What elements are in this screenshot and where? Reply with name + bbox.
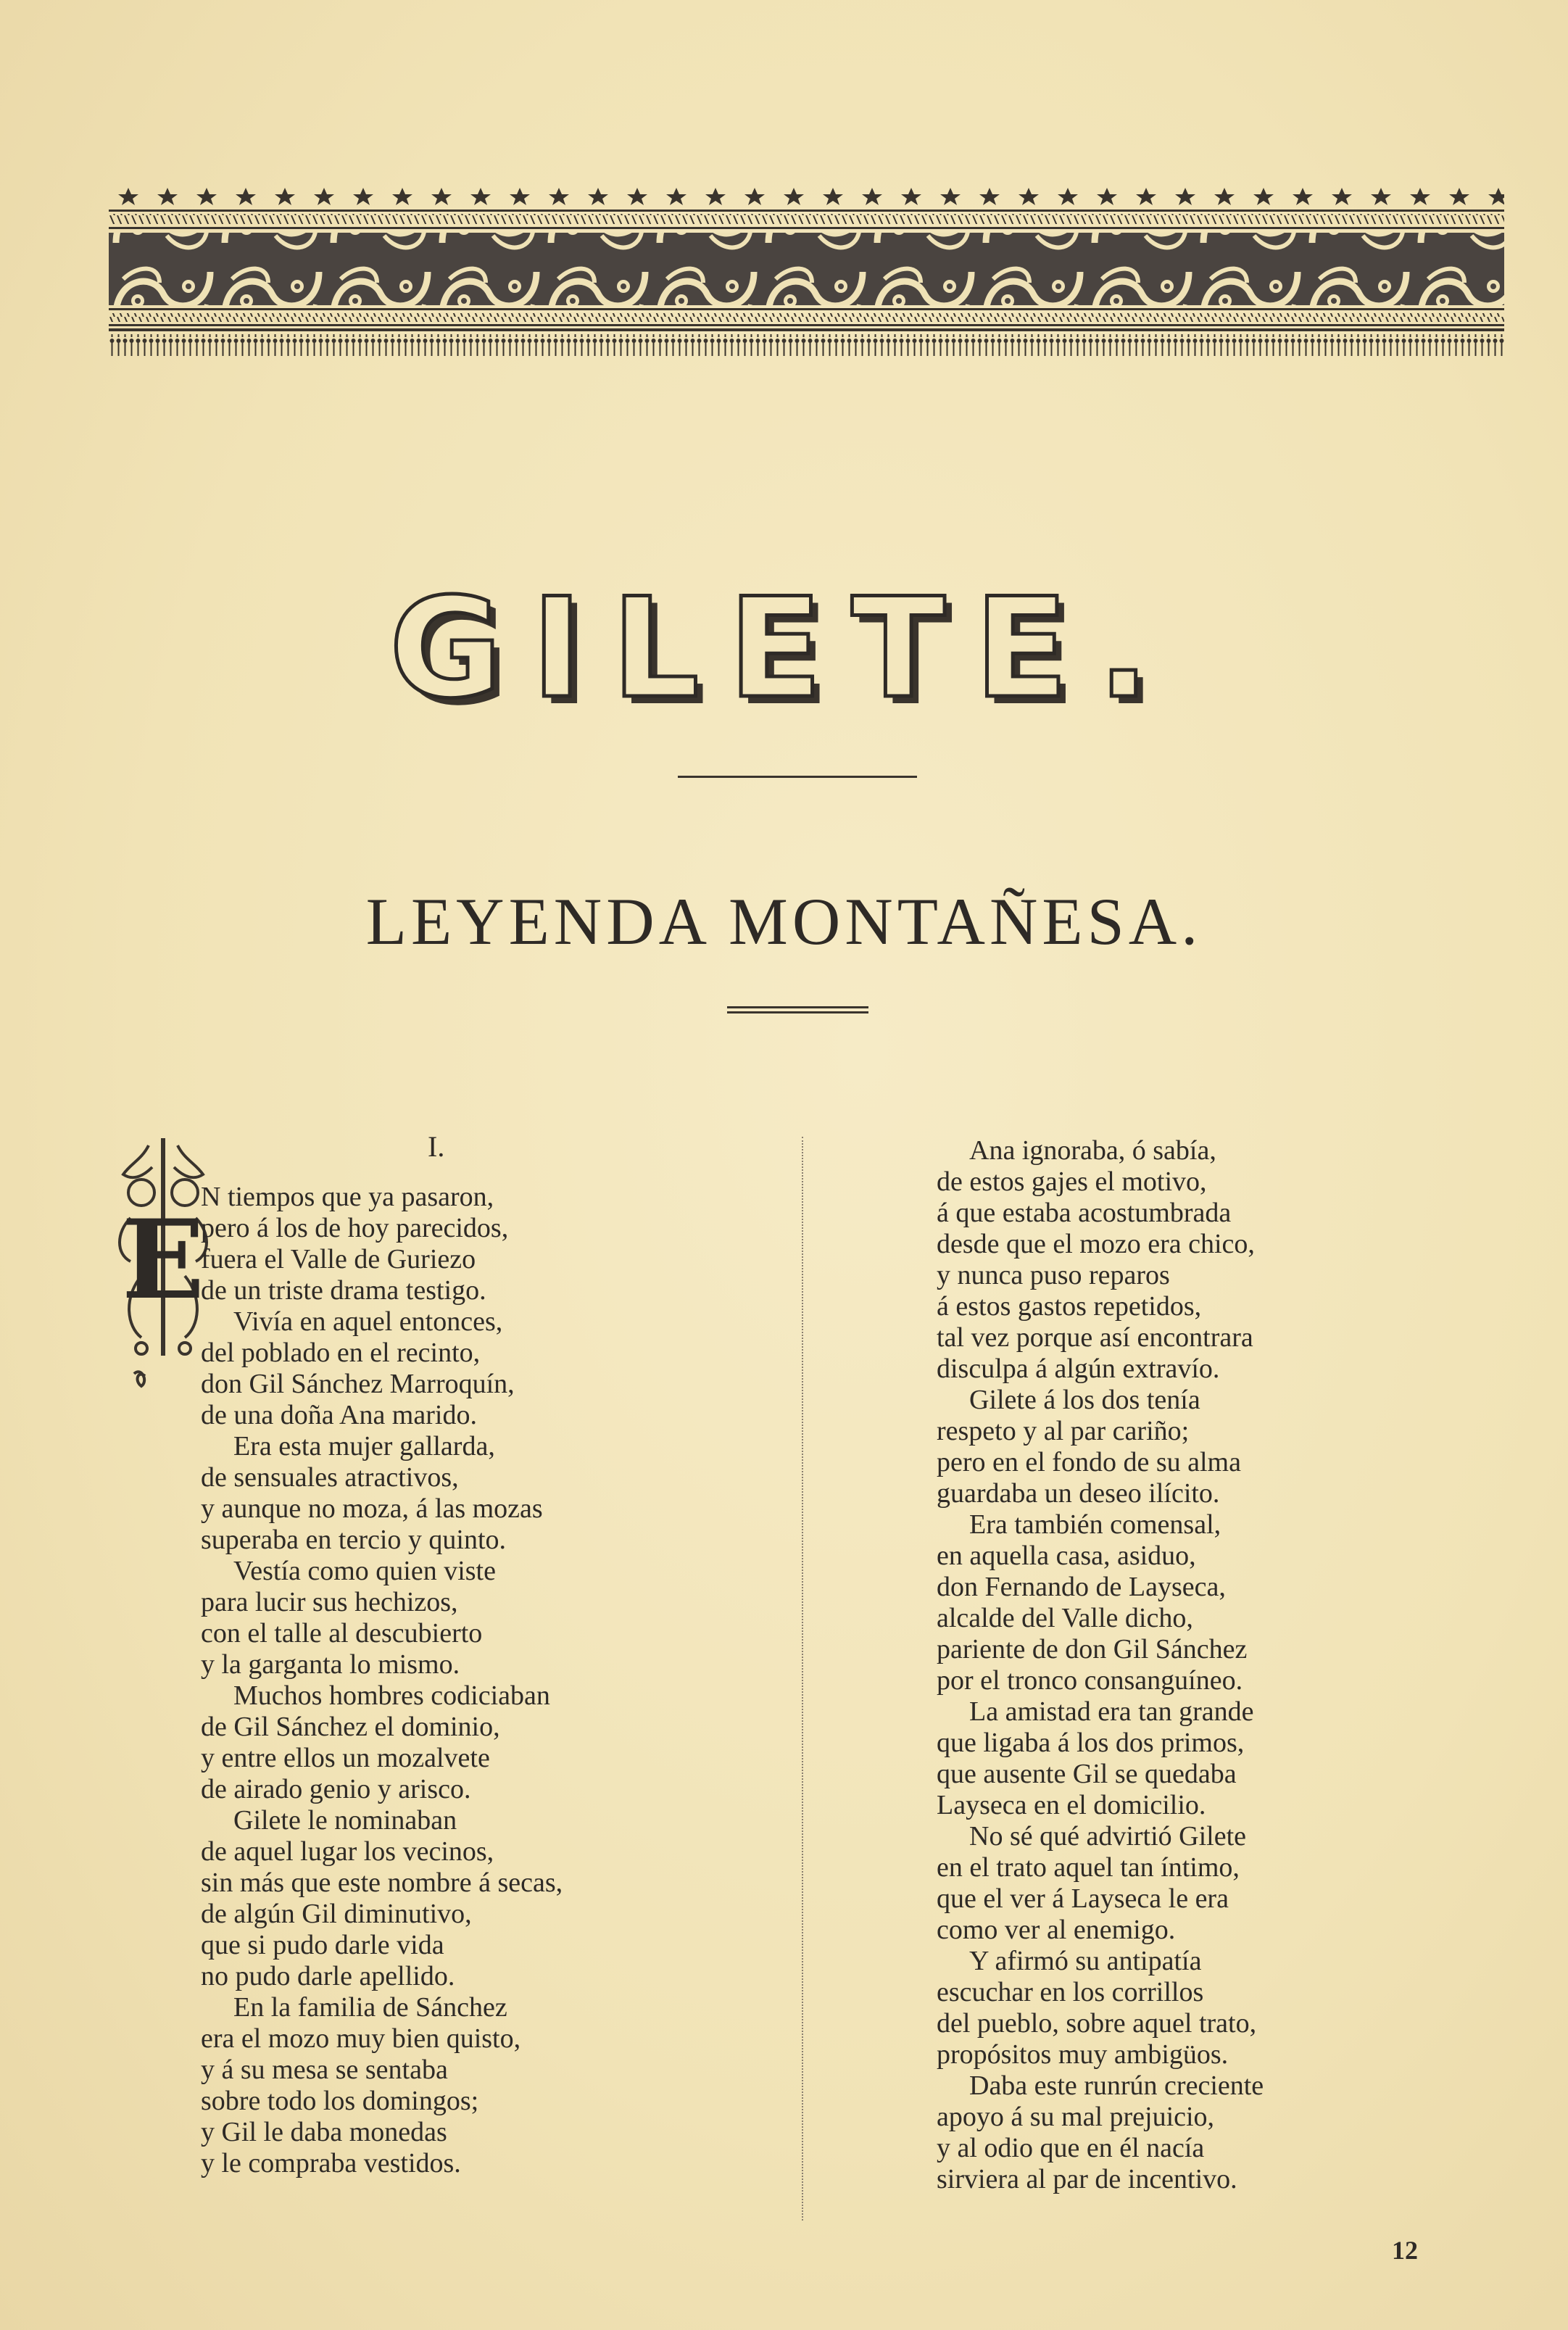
verse-line: de aquel lugar los vecinos, xyxy=(201,1836,494,1867)
verse-line: sobre todo los domingos; xyxy=(201,2086,479,2116)
verse-line: y la garganta lo mismo. xyxy=(201,1649,460,1680)
column-divider xyxy=(802,1137,803,2221)
page-number: 12 xyxy=(1392,2236,1418,2265)
verse-line: respeto y al par cariño; xyxy=(937,1416,1190,1446)
verse-line: para lucir sus hechizos, xyxy=(201,1587,458,1617)
verse-line: pero á los de hoy parecidos, xyxy=(201,1213,509,1243)
verse-line: Muchos hombres codiciaban xyxy=(233,1680,550,1711)
page-subtitle: LEYENDA MONTAÑESA. xyxy=(365,884,1203,958)
verse-line: Vivía en aquel entonces, xyxy=(233,1306,503,1337)
subtitle-double-rule xyxy=(727,1006,868,1013)
verse-line: en aquella casa, asiduo, xyxy=(937,1541,1196,1571)
verse-line: en el trato aquel tan íntimo, xyxy=(937,1852,1240,1883)
verse-line: N tiempos que ya pasaron, xyxy=(201,1182,494,1212)
verse-line: y Gil le daba monedas xyxy=(201,2117,447,2147)
verse-line: de un triste drama testigo. xyxy=(201,1275,486,1306)
verse-line: como ver al enemigo. xyxy=(937,1915,1176,1945)
verse-line: superaba en tercio y quinto. xyxy=(201,1525,507,1555)
verse-line: del poblado en el recinto, xyxy=(201,1338,481,1368)
verse-line: y al odio que en él nacía xyxy=(937,2133,1205,2163)
verse-line: y nunca puso reparos xyxy=(937,1260,1170,1290)
verse-line: que ausente Gil se quedaba xyxy=(937,1759,1237,1789)
verse-line: don Gil Sánchez Marroquín, xyxy=(201,1369,515,1399)
verse-line: que si pudo darle vida xyxy=(201,1930,444,1960)
verse-line: y aunque no moza, á las mozas xyxy=(201,1493,543,1524)
verse-line: de una doña Ana marido. xyxy=(201,1400,477,1430)
verse-line: pero en el fondo de su alma xyxy=(937,1447,1241,1477)
verse-line: y entre ellos un mozalvete xyxy=(201,1743,490,1773)
verse-line: del pueblo, sobre aquel trato, xyxy=(937,2008,1257,2039)
verse-line: Y afirmó su antipatía xyxy=(969,1946,1202,1976)
drop-cap-letter: E xyxy=(121,1196,205,1324)
verse-line: En la familia de Sánchez xyxy=(233,1992,507,2023)
ornamental-header-band xyxy=(109,185,1504,366)
verse-line: alcalde del Valle dicho, xyxy=(937,1603,1193,1633)
verse-line: fuera el Valle de Guriezo xyxy=(201,1244,476,1274)
section-number: I. xyxy=(428,1130,445,1163)
verse-line: de airado genio y arisco. xyxy=(201,1774,471,1804)
verse-line: y le compraba vestidos. xyxy=(201,2148,461,2178)
verse-line: Ana ignoraba, ó sabía, xyxy=(969,1135,1216,1166)
verse-line: Era esta mujer gallarda, xyxy=(233,1431,495,1462)
verse-line: por el tronco consanguíneo. xyxy=(937,1665,1243,1696)
verse-line: á que estaba acostumbrada xyxy=(937,1198,1232,1228)
right-column xyxy=(937,1135,1401,2195)
verse-line: tal vez porque así encontrara xyxy=(937,1322,1253,1353)
verse-line: No sé qué advirtió Gilete xyxy=(969,1821,1247,1852)
verse-line: pariente de don Gil Sánchez xyxy=(937,1634,1248,1664)
verse-line: guardaba un deseo ilícito. xyxy=(937,1478,1220,1509)
verse-line: no pudo darle apellido. xyxy=(201,1961,455,1991)
verse-line: escuchar en los corrillos xyxy=(937,1977,1204,2007)
verse-line: La amistad era tan grande xyxy=(969,1696,1254,1727)
verse-line: desde que el mozo era chico, xyxy=(937,1229,1255,1259)
verse-line: era el mozo muy bien quisto, xyxy=(201,2023,521,2054)
verse-line: propósitos muy ambigüos. xyxy=(937,2039,1229,2070)
verse-line: que el ver á Layseca le era xyxy=(937,1883,1229,1914)
verse-line: de estos gajes el motivo, xyxy=(937,1166,1207,1197)
verse-line: Daba este runrún creciente xyxy=(969,2070,1264,2101)
verse-line: Layseca en el domicilio. xyxy=(937,1790,1206,1820)
page-title: GILETE. xyxy=(389,568,1179,729)
verse-line: y á su mesa se sentaba xyxy=(201,2055,448,2085)
verse-line: disculpa á algún extravío. xyxy=(937,1353,1220,1384)
verse-line: que ligaba á los dos primos, xyxy=(937,1728,1245,1758)
verse-line: Vestía como quien viste xyxy=(233,1556,496,1586)
verse-line: con el talle al descubierto xyxy=(201,1618,483,1649)
verse-line: Gilete le nominaban xyxy=(233,1805,457,1836)
verse-line: sirviera al par de incentivo. xyxy=(937,2164,1237,2194)
verse-line: Era también comensal, xyxy=(969,1509,1221,1540)
left-column xyxy=(201,1182,665,2179)
verse-line: don Fernando de Layseca, xyxy=(937,1572,1226,1602)
verse-line: de sensuales atractivos, xyxy=(201,1462,459,1493)
title-rule xyxy=(678,776,917,778)
verse-line: sin más que este nombre á secas, xyxy=(201,1867,563,1898)
verse-line: de algún Gil diminutivo, xyxy=(201,1899,472,1929)
verse-line: apoyo á su mal prejuicio, xyxy=(937,2102,1215,2132)
verse-line: á estos gastos repetidos, xyxy=(937,1291,1202,1322)
verse-line: de Gil Sánchez el dominio, xyxy=(201,1712,500,1742)
verse-line: Gilete á los dos tenía xyxy=(969,1385,1200,1415)
